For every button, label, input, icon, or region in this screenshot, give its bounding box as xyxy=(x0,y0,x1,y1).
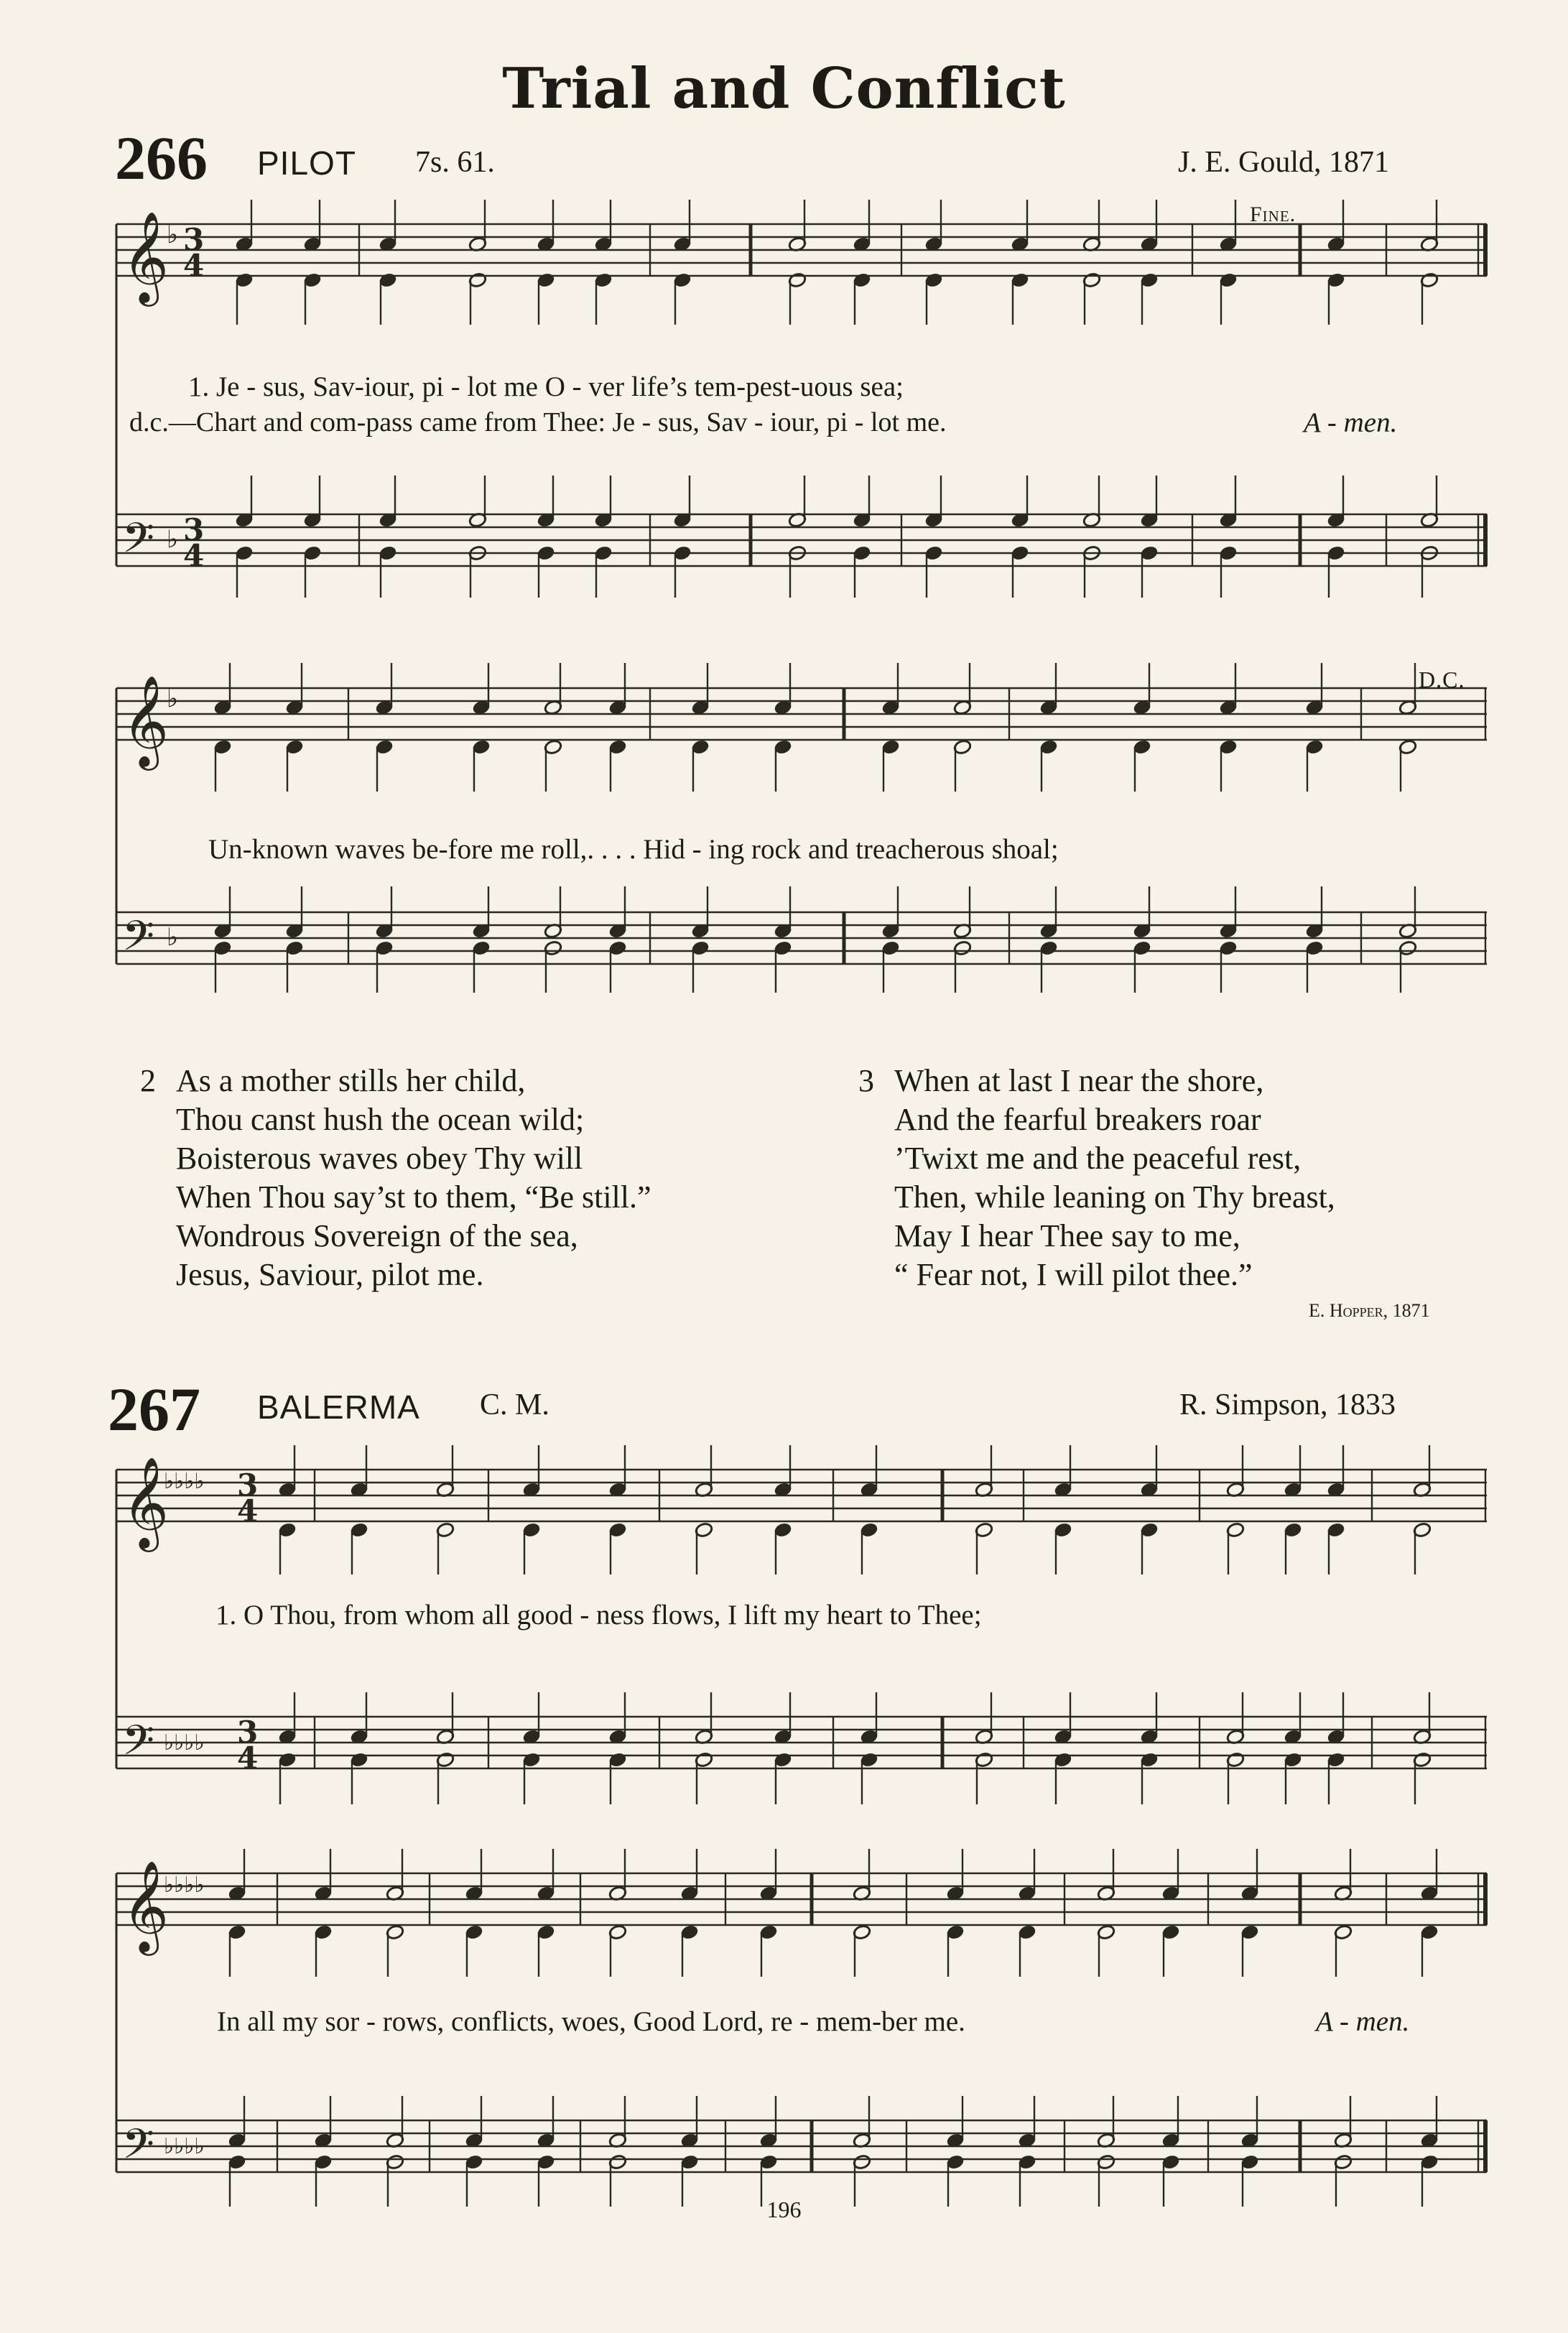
svg-text:4: 4 xyxy=(183,248,205,283)
meter: C. M. xyxy=(480,1388,549,1421)
bass-clef-icon: 𝄢 xyxy=(122,912,155,970)
svg-text:♭♭♭♭: ♭♭♭♭ xyxy=(164,1469,205,1494)
lyric-line: Un-known waves be-fore me roll,. . . . Hid - ing rock and treacherous shoal; xyxy=(208,834,1059,865)
stanza-number: 2 xyxy=(140,1063,156,1098)
lyricist: E. Hopper, 1871 xyxy=(1309,1300,1430,1321)
composer: R. Simpson, 1833 xyxy=(1179,1388,1396,1421)
svg-text:4: 4 xyxy=(183,538,205,573)
staff-266-s1-treble xyxy=(116,224,1487,276)
svg-text:3: 3 xyxy=(237,1715,259,1750)
bass-clef-icon: 𝄢 xyxy=(122,514,155,572)
composer: J. E. Gould, 1871 xyxy=(1178,146,1389,179)
staff-266-s2-treble xyxy=(116,688,1487,740)
svg-text:♭: ♭ xyxy=(167,221,179,249)
stanza-line: ’Twixt me and the peaceful rest, xyxy=(894,1141,1302,1176)
stanza-line: And the fearful breakers roar xyxy=(894,1102,1261,1137)
stanza-line: May I hear Thee say to me, xyxy=(894,1218,1240,1253)
stanza-line: When Thou say’st to them, “Be still.” xyxy=(176,1179,651,1215)
bass-clef-icon: 𝄢 xyxy=(122,1716,155,1775)
stanza-2 xyxy=(140,1062,787,1306)
tune-name: PILOT xyxy=(257,144,356,182)
svg-text:♭♭♭♭: ♭♭♭♭ xyxy=(164,2134,205,2159)
svg-text:♭: ♭ xyxy=(167,685,179,713)
svg-text:3: 3 xyxy=(237,1467,259,1503)
treble-clef-icon: 𝄞 xyxy=(122,210,170,302)
stanza-line: As a mother stills her child, xyxy=(176,1063,526,1098)
stanza-line: Thou canst hush the ocean wild; xyxy=(176,1102,585,1137)
stanza-line: Then, while leaning on Thy breast, xyxy=(894,1179,1335,1215)
lyric-line: 1. Je - sus, Sav-iour, pi - lot me O - ver life’s tem-pest-uous sea; xyxy=(188,371,904,402)
meter: 7s. 61. xyxy=(415,146,495,179)
hymn-number: 267 xyxy=(108,1375,200,1444)
stanza-number: 3 xyxy=(858,1063,874,1098)
treble-clef-icon: 𝄞 xyxy=(122,674,170,766)
bass-clef-icon: 𝄢 xyxy=(122,2120,155,2179)
stanza-line: Boisterous waves obey Thy will xyxy=(176,1141,583,1176)
staff-267-s1-bass xyxy=(116,1717,1487,1768)
svg-text:3: 3 xyxy=(183,512,205,547)
svg-text:♭♭♭♭: ♭♭♭♭ xyxy=(164,1873,205,1898)
lyric-line: In all my sor - rows, conflicts, woes, Good Lord, re - mem-ber me. xyxy=(217,2006,965,2037)
svg-text:4: 4 xyxy=(237,1493,259,1529)
staff-267-s1-treble xyxy=(116,1470,1487,1521)
svg-text:♭: ♭ xyxy=(167,525,179,554)
stanza-line: Jesus, Saviour, pilot me. xyxy=(176,1257,484,1292)
fine-marker: Fine. xyxy=(1250,203,1296,226)
dc-marker: D.C. xyxy=(1419,667,1465,692)
section-title: Trial and Conflict xyxy=(502,56,1066,121)
hymn-number: 266 xyxy=(115,124,208,193)
stanza-3 xyxy=(858,1062,1505,1306)
staff-266-s2-bass xyxy=(116,912,1487,964)
svg-text:♭♭♭♭: ♭♭♭♭ xyxy=(164,1730,205,1755)
stanza-line: “ Fear not, I will pilot thee.” xyxy=(894,1257,1253,1292)
stanza-line: Wondrous Sovereign of the sea, xyxy=(176,1218,578,1253)
treble-clef-icon: 𝄞 xyxy=(122,1456,170,1548)
tune-name: BALERMA xyxy=(257,1388,420,1426)
treble-clef-icon: 𝄞 xyxy=(122,1860,170,1952)
svg-text:4: 4 xyxy=(237,1740,259,1776)
svg-text:♭: ♭ xyxy=(167,923,179,952)
lyric-line-dc: d.c.—Chart and com-pass came from Thee: Je - sus, Sav - iour, pi - lot me. xyxy=(129,407,947,437)
lyric-line: 1. O Thou, from whom all good - ness flows, I lift my heart to Thee; xyxy=(215,1600,982,1631)
amen-text: A - men. xyxy=(1316,2006,1410,2037)
page-number: 196 xyxy=(766,2197,802,2222)
stanza-line: When at last I near the shore, xyxy=(894,1063,1264,1098)
amen-text: A - men. xyxy=(1304,407,1398,438)
svg-text:3: 3 xyxy=(183,222,205,257)
